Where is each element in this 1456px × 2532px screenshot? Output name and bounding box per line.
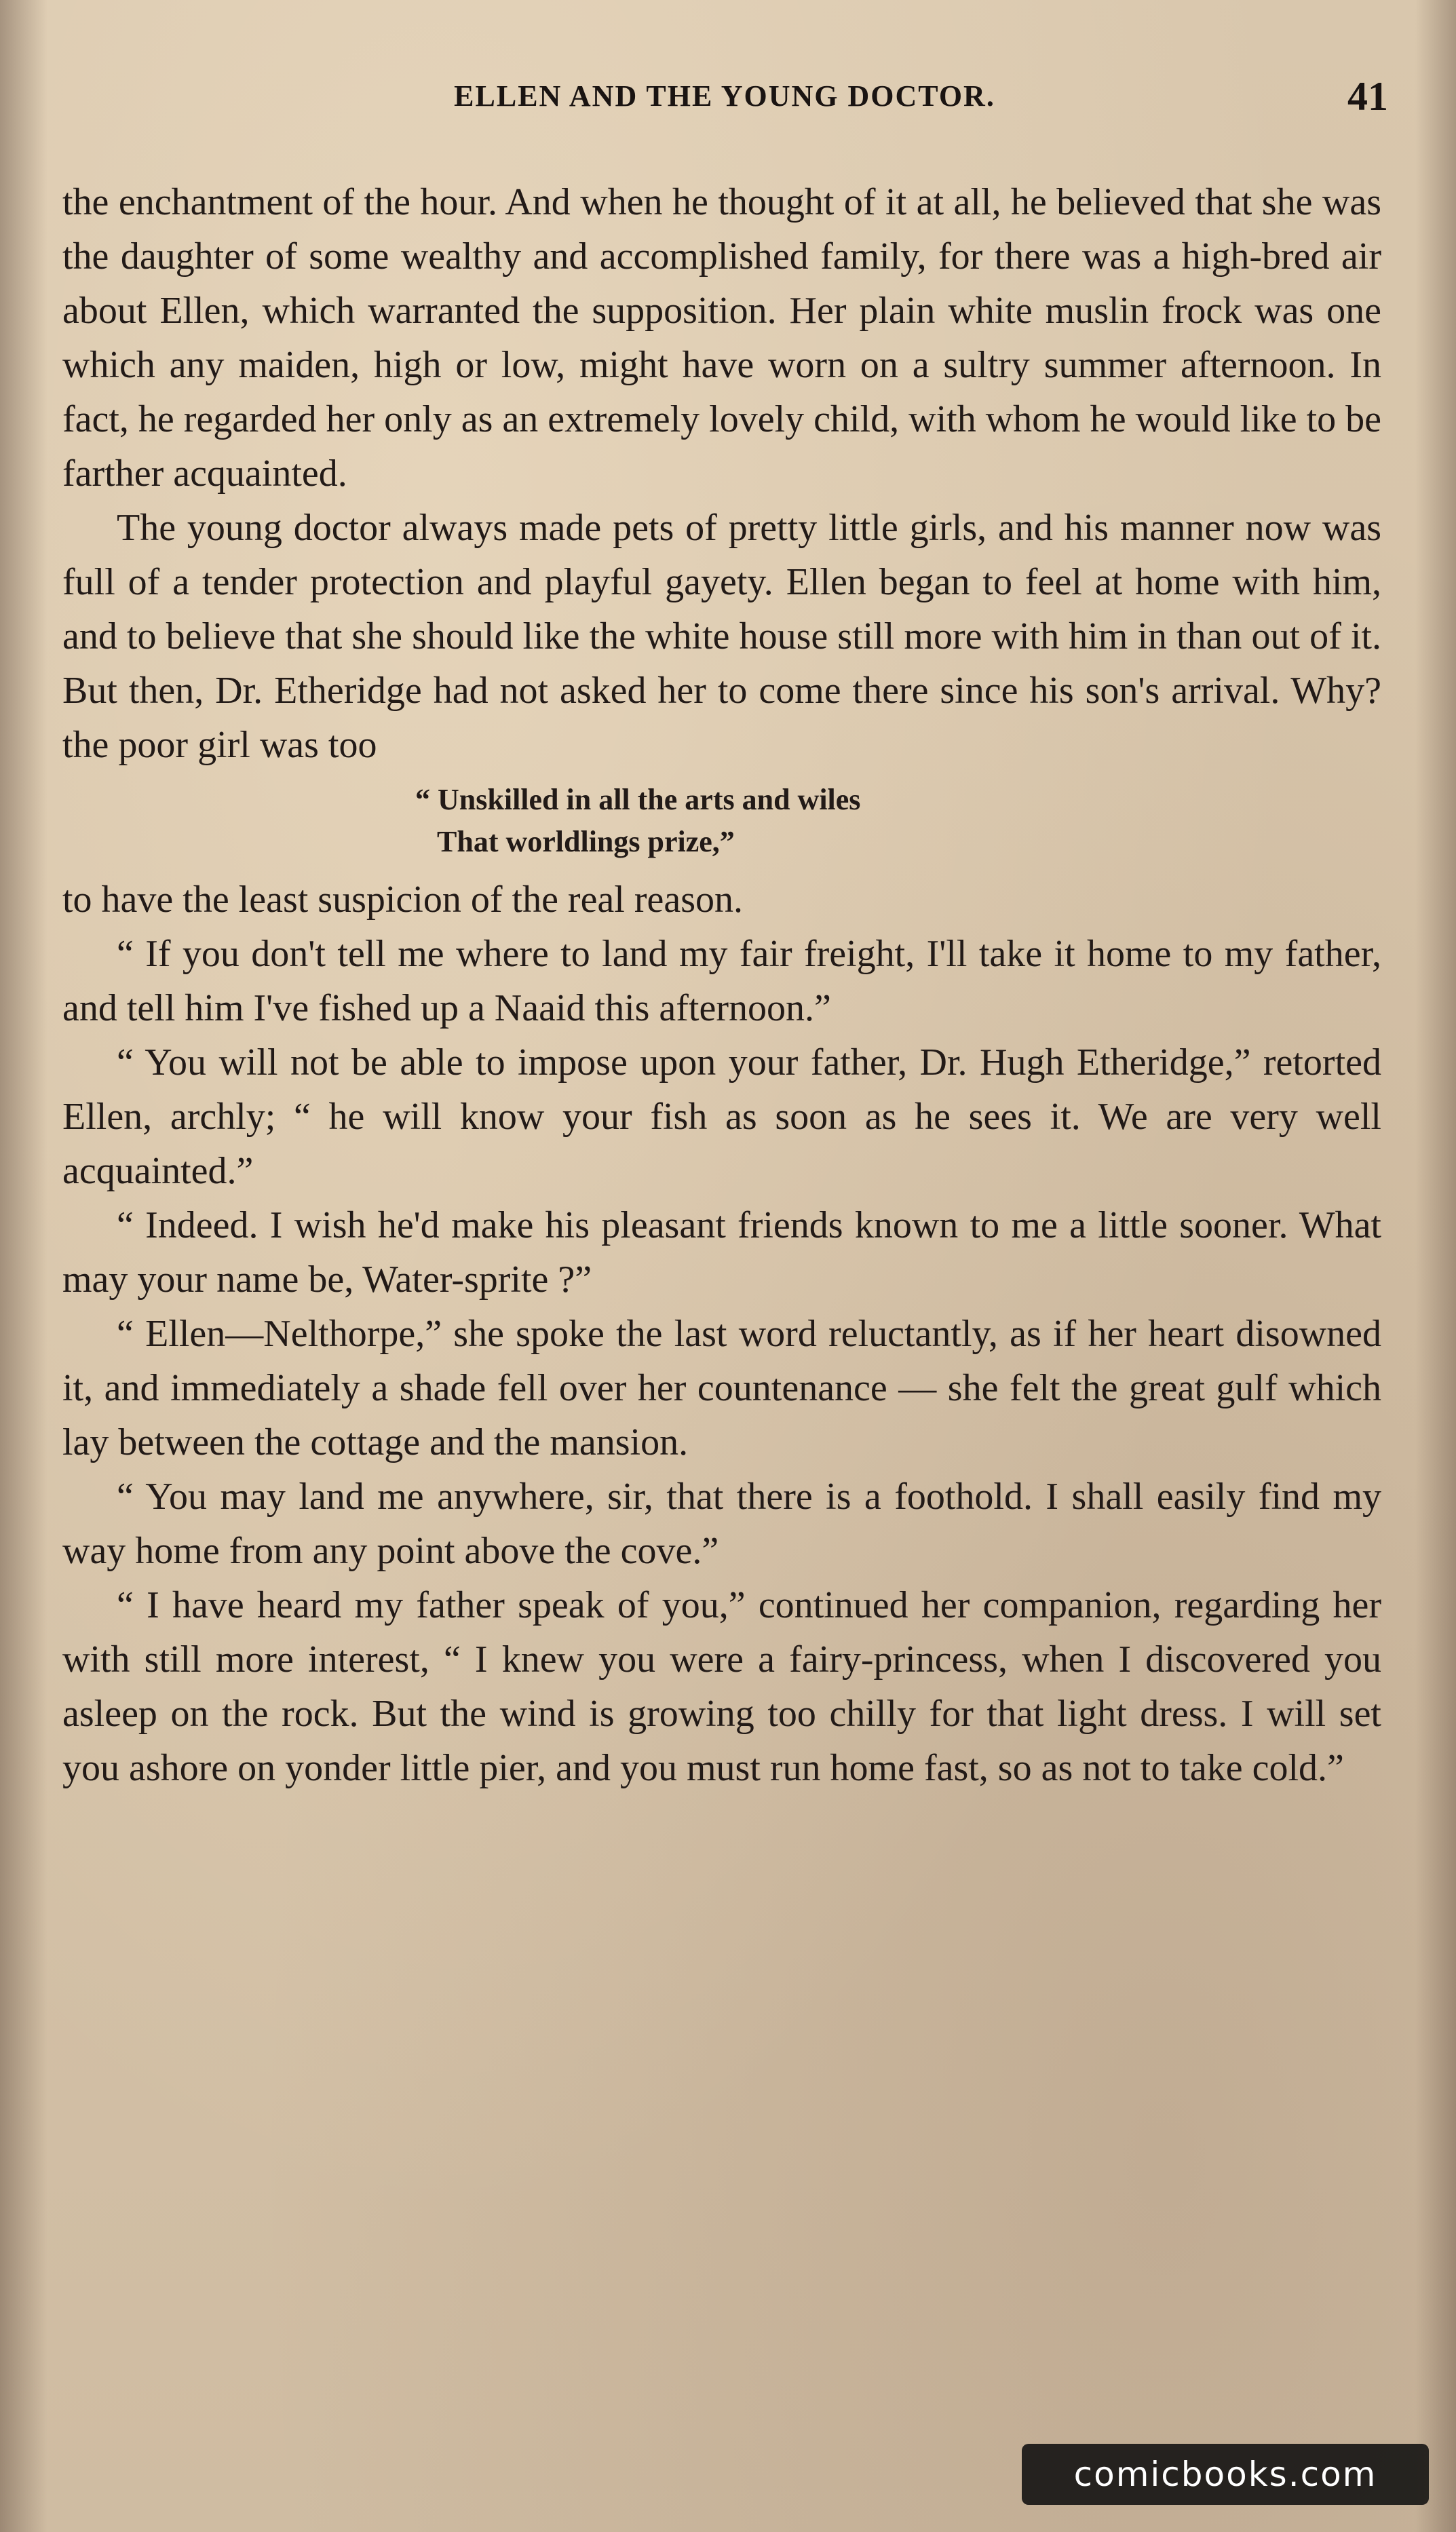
paragraph-6: “ Indeed. I wish he'd make his pleasant friends known to me a little sooner. What may your name be, Water-sprite ?” bbox=[62, 1204, 1381, 1301]
paragraph-3: to have the least suspicion of the real reason. bbox=[62, 879, 743, 921]
quote-line-2: That worldlings prize,” bbox=[437, 825, 735, 858]
verse-quotation bbox=[62, 779, 1381, 863]
paragraph-5: “ You will not be able to impose upon your father, Dr. Hugh Etheridge,” retorted Ellen, archly; “ he will know your fish as soon as he sees it. We are very well acquainted.” bbox=[62, 1041, 1381, 1192]
running-head: ELLEN AND THE YOUNG DOCTOR. bbox=[454, 79, 995, 113]
body-text bbox=[62, 175, 1381, 1795]
quote-line-1: “ Unskilled in all the arts and wiles bbox=[415, 783, 861, 816]
paragraph-7: “ Ellen—Nelthorpe,” she spoke the last word reluctantly, as if her heart disowned it, and immediately a shade fell over her countenance — she felt the great gulf which lay between the cottage and the mansion. bbox=[62, 1313, 1381, 1463]
paragraph-4: “ If you don't tell me where to land my fair freight, I'll take it home to my father, and tell him I've fished up a Naaid this afternoon.” bbox=[62, 933, 1381, 1029]
page-header bbox=[61, 73, 1388, 128]
paragraph-8: “ You may land me anywhere, sir, that there is a foothold. I shall easily find my way home from any point above the cove.” bbox=[62, 1476, 1381, 1572]
paragraph-2: The young doctor always made pets of pretty little girls, and his manner now was full of a tender protection and playful gayety. Ellen began to feel at home with him, and to believe that she should like the white house still more with him in than out of it. But then, Dr. Etheridge had not asked her to come there since his son's arrival. Why? the poor girl was too bbox=[62, 507, 1381, 766]
paragraph-9: “ I have heard my father speak of you,” continued her companion, regarding her with still more interest, “ I knew you were a fairy-princess, when I discovered you asleep on the rock. But the wind is growing too chilly for that light dress. I will set you ashore on yonder little pier, and you must run home fast, so as not to take cold.” bbox=[62, 1584, 1381, 1789]
paragraph-1: the enchantment of the hour. And when he thought of it at all, he believed that she was the daughter of some wealthy and accomplished family, for there was a high-bred air about Ellen, which warranted the supposition. Her plain white muslin frock was one which any maiden, high or low, might have worn on a sultry summer afternoon. In fact, he regarded her only as an extremely lovely child, with whom he would like to be farther acquainted. bbox=[62, 181, 1381, 495]
page-number: 41 bbox=[1347, 74, 1388, 119]
watermark: comicbooks.com bbox=[1022, 2444, 1429, 2505]
